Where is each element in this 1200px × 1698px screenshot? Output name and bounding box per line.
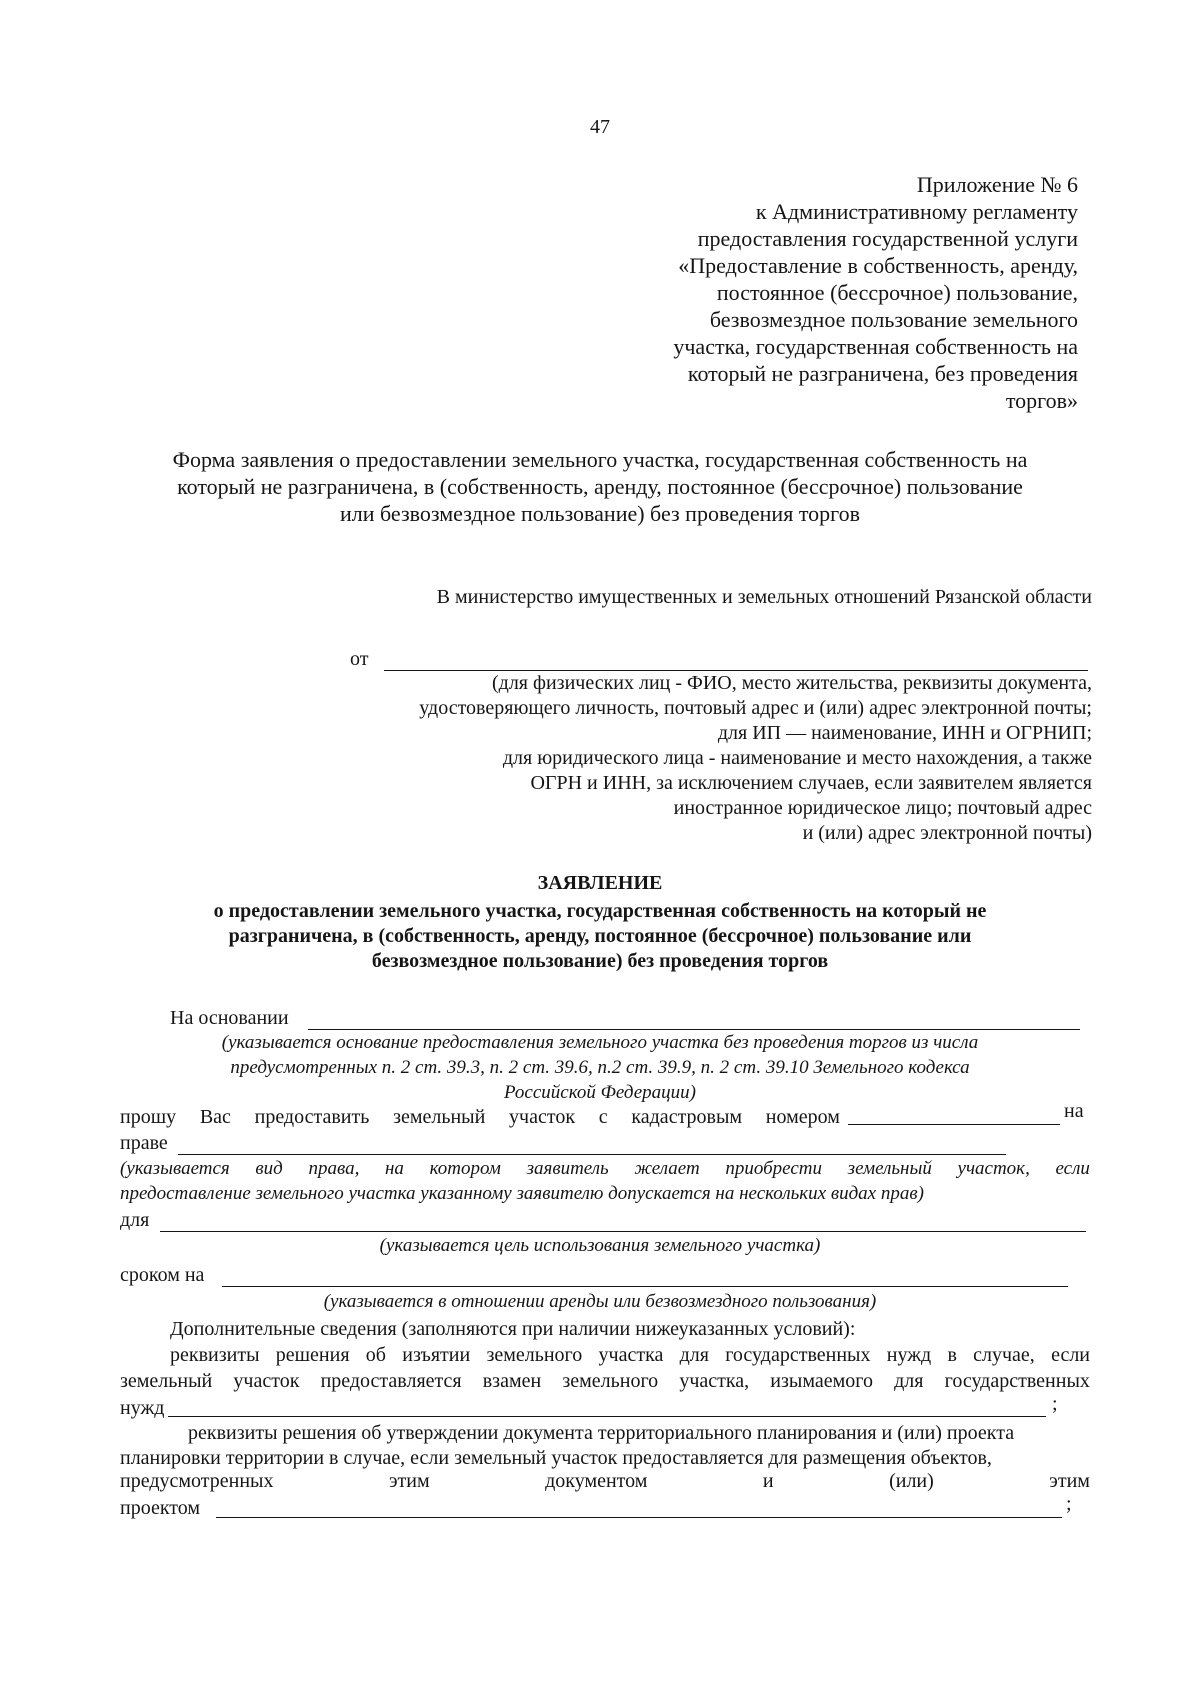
- right-label: праве: [120, 1132, 168, 1154]
- right-hint-line: предоставление земельного участка указанному заявителю допускается на нескольких видах прав): [120, 1183, 924, 1204]
- planning-word: этим: [1049, 1470, 1090, 1492]
- seizure-decision-field[interactable]: [168, 1396, 1046, 1417]
- purpose-label: для: [120, 1209, 150, 1231]
- right-hint-word: на: [385, 1158, 404, 1179]
- right-hint-word: вид: [255, 1158, 283, 1179]
- seizure-word: изымаемого: [770, 1370, 873, 1392]
- basis-hint-line: Российской Федерации): [504, 1082, 696, 1103]
- right-hint-word: права,: [308, 1158, 360, 1179]
- right-hint-word: если: [1055, 1158, 1090, 1179]
- appendix-line: участка, государственная собственность на: [673, 334, 1078, 359]
- appendix-line: «Предоставление в собственность, аренду,: [678, 253, 1078, 278]
- seizure-word: участок: [233, 1370, 300, 1392]
- seizure-word: случае,: [973, 1344, 1035, 1366]
- seizure-word: изъятии: [402, 1344, 471, 1366]
- statement-subtitle-line: безвозмездное пользование) без проведения торгов: [371, 950, 829, 972]
- planning-text-line: планировки территории в случае, если земельный участок предоставляется для размещения объектов,: [120, 1447, 992, 1469]
- applicant-hint-line: иностранное юридическое лицо; почтовый адрес: [673, 797, 1092, 819]
- appendix-line: безвозмездное пользование земельного: [709, 307, 1078, 332]
- seizure-label: нужд: [120, 1397, 165, 1419]
- semicolon: ;: [1066, 1493, 1072, 1515]
- basis-hint-line: (указывается основание предоставления земельного участка без проведения торгов из числа: [221, 1032, 979, 1053]
- right-hint-word: участок,: [957, 1158, 1030, 1179]
- request-word: Вас: [199, 1106, 231, 1128]
- cadastral-number-field[interactable]: [848, 1104, 1060, 1125]
- seizure-word: нужд: [886, 1344, 932, 1366]
- planning-word: этим: [388, 1470, 430, 1492]
- seizure-word: если: [1051, 1344, 1090, 1366]
- seizure-word: для: [894, 1370, 924, 1392]
- right-hint-word: земельный: [847, 1158, 932, 1179]
- planning-text-line: [120, 1470, 1090, 1493]
- appendix-line: торгов»: [1005, 388, 1078, 413]
- request-word: кадастровым: [631, 1106, 743, 1128]
- planning-text-line: реквизиты решения об утверждении документа территориального планирования и (или) проекта: [188, 1422, 1015, 1444]
- request-word: номером: [765, 1106, 840, 1128]
- request-text: [120, 1106, 840, 1129]
- request-word: прошу: [120, 1106, 177, 1128]
- planning-word: предусмотренных: [120, 1470, 274, 1492]
- appendix-line: к Административному регламенту: [755, 199, 1078, 224]
- seizure-word: земельного: [486, 1344, 583, 1366]
- seizure-word: земельного: [562, 1370, 659, 1392]
- request-word: участок: [509, 1106, 576, 1128]
- statement-title: ЗАЯВЛЕНИЕ: [537, 872, 663, 894]
- seizure-word: земельный: [120, 1370, 213, 1392]
- statement-subtitle-line: о предоставлении земельного участка, государственная собственность на который не: [213, 900, 987, 922]
- right-hint-word: котором: [429, 1158, 501, 1179]
- basis-field[interactable]: [308, 1009, 1080, 1030]
- term-field[interactable]: [222, 1266, 1068, 1287]
- applicant-hint-line: для юридического лица - наименование и место нахождения, а также: [502, 747, 1092, 769]
- form-title-line: или безвозмездное пользование) без проведения торгов: [339, 501, 861, 526]
- appendix-line: который не разграничена, без проведения: [687, 361, 1078, 386]
- right-hint-word: заявитель: [526, 1158, 609, 1179]
- seizure-word: в: [947, 1344, 957, 1366]
- term-hint: (указывается в отношении аренды или безвозмездного пользования): [323, 1291, 877, 1312]
- request-end: на: [1064, 1100, 1084, 1122]
- appendix-line: предоставления государственной услуги: [697, 226, 1078, 251]
- right-hint-word: (указывается: [120, 1158, 230, 1179]
- semicolon: ;: [1052, 1393, 1058, 1415]
- purpose-field[interactable]: [160, 1211, 1086, 1232]
- project-label: проектом: [120, 1497, 201, 1519]
- request-word: с: [598, 1106, 608, 1128]
- applicant-field[interactable]: [384, 650, 1088, 671]
- basis-hint-line: предусмотренных п. 2 ст. 39.3, п. 2 ст. 39.6, п.2 ст. 39.9, п. 2 ст. 39.10 Земельного кодекса: [230, 1057, 970, 1078]
- right-hint-word: желает: [634, 1158, 700, 1179]
- applicant-hint-line: и (или) адрес электронной почты): [802, 822, 1092, 844]
- form-title-line: который не разграничена, в (собственность, аренду, постоянное (бессрочное) пользование: [177, 474, 1023, 499]
- applicant-hint-line: ОГРН и ИНН, за исключением случаев, если заявителем является: [530, 772, 1092, 794]
- planning-word: (или): [889, 1470, 934, 1492]
- request-word: предоставить: [254, 1106, 370, 1128]
- seizure-word: взамен: [482, 1370, 542, 1392]
- additional-intro: Дополнительные сведения (заполняются при наличии нижеуказанных условий):: [170, 1318, 856, 1340]
- applicant-hint-line: для ИП — наименование, ИНН и ОГРНИП;: [717, 722, 1092, 744]
- planning-decision-field[interactable]: [216, 1497, 1062, 1518]
- seizure-word: для: [679, 1344, 709, 1366]
- seizure-word: об: [365, 1344, 386, 1366]
- seizure-word: участка: [598, 1344, 664, 1366]
- right-type-field[interactable]: [178, 1134, 1006, 1155]
- request-word: земельный: [393, 1106, 486, 1128]
- addressee: В министерство имущественных и земельных отношений Рязанской области: [436, 586, 1092, 608]
- seizure-word: участка,: [679, 1370, 750, 1392]
- planning-word: документом: [545, 1470, 648, 1492]
- seizure-word: государственных: [725, 1344, 871, 1366]
- seizure-word: предоставляется: [320, 1370, 462, 1392]
- seizure-text-line: [120, 1370, 1090, 1393]
- page-number: 47: [590, 116, 610, 138]
- form-title-line: Форма заявления о предоставлении земельного участка, государственная собственность на: [172, 447, 1028, 472]
- term-label: сроком на: [120, 1264, 205, 1286]
- seizure-word: реквизиты: [170, 1344, 260, 1366]
- applicant-hint-line: (для физических лиц - ФИО, место жительства, реквизиты документа,: [491, 672, 1092, 694]
- right-hint-word: приобрести: [725, 1158, 822, 1179]
- basis-label: На основании: [170, 1007, 289, 1029]
- purpose-hint: (указывается цель использования земельного участка): [379, 1235, 821, 1256]
- from-label: от: [350, 648, 369, 670]
- applicant-hint-line: удостоверяющего личность, почтовый адрес и (или) адрес электронной почты;: [419, 697, 1092, 719]
- seizure-word: решения: [275, 1344, 350, 1366]
- appendix-line: Приложение № 6: [916, 172, 1078, 197]
- appendix-line: постоянное (бессрочное) пользование,: [716, 280, 1078, 305]
- seizure-word: государственных: [944, 1370, 1090, 1392]
- planning-word: и: [762, 1470, 774, 1492]
- statement-subtitle-line: разграничена, в (собственность, аренду, постоянное (бессрочное) пользование или: [228, 925, 972, 947]
- seizure-text-line: [170, 1344, 1090, 1367]
- right-hint-line: [120, 1158, 1090, 1180]
